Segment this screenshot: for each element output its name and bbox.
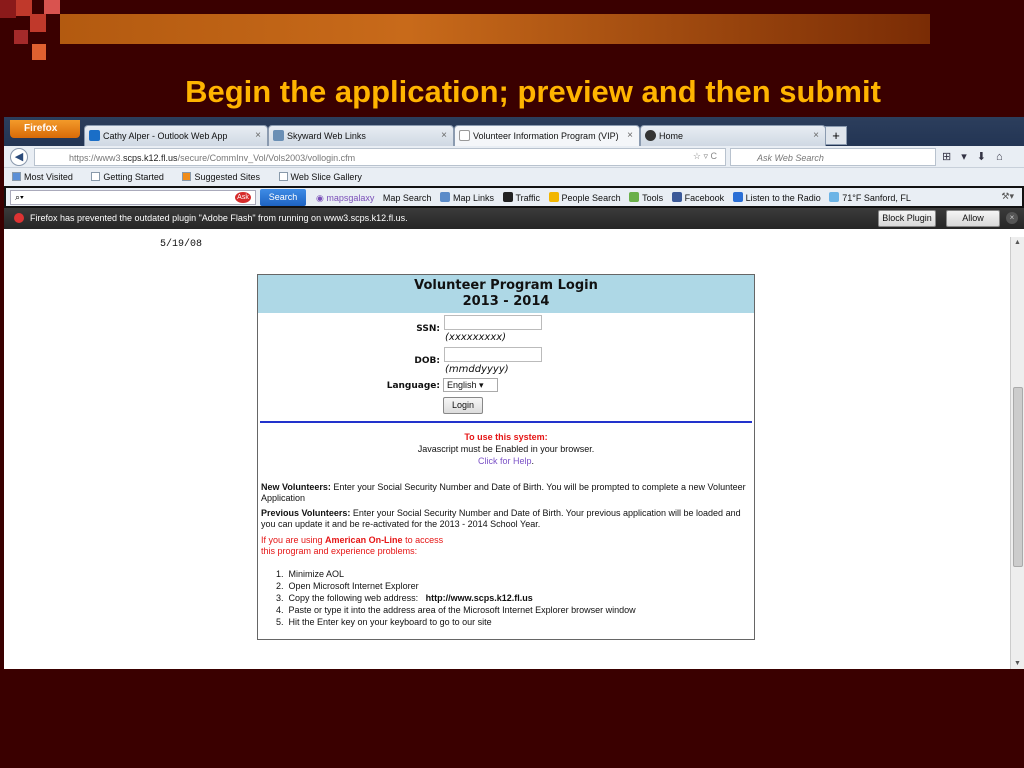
language-select[interactable] bbox=[443, 378, 498, 392]
nav-bar bbox=[4, 146, 1024, 168]
notice-title: To use this system: bbox=[464, 432, 548, 442]
aol-notice bbox=[261, 535, 749, 557]
link-label: Map Links bbox=[452, 193, 494, 203]
weather-icon bbox=[829, 192, 839, 202]
new-volunteers-body: Enter your Social Security Number and Date of Birth. You will be prompted to complete a new Volunteer Application bbox=[261, 482, 746, 503]
step-url: http://www.scps.k12.fl.us bbox=[425, 593, 533, 603]
scroll-up-icon[interactable]: ▲ bbox=[1014, 239, 1021, 246]
decor-bar bbox=[60, 14, 930, 44]
link-facebook[interactable] bbox=[672, 193, 725, 203]
mapsgalaxy-label: mapsgalaxy bbox=[326, 193, 375, 203]
close-icon[interactable]: × bbox=[255, 130, 261, 141]
link-label: 71°F Sanford, FL bbox=[842, 193, 911, 203]
dob-hint: (mmddyyyy) bbox=[445, 364, 509, 375]
suggested-sites-icon bbox=[182, 172, 191, 181]
help-link[interactable]: Click for Help bbox=[477, 456, 532, 466]
login-button[interactable]: Login bbox=[443, 397, 483, 414]
ask-toolbar bbox=[4, 186, 1024, 208]
page-date: 5/19/08 bbox=[160, 239, 203, 250]
ask-search-button[interactable]: Search bbox=[260, 189, 306, 206]
bookmark-most-visited[interactable] bbox=[12, 172, 81, 182]
link-tools[interactable] bbox=[629, 193, 663, 203]
list-item: 3. Copy the following web address: http://www.scps.k12.fl.us bbox=[276, 593, 533, 603]
bookmarks-bar bbox=[4, 168, 1024, 186]
bookmark-label: Most Visited bbox=[24, 172, 73, 182]
mapsgalaxy-logo[interactable]: ◉ mapsgalaxy bbox=[316, 193, 375, 203]
new-volunteers-label: New Volunteers: bbox=[261, 482, 331, 492]
aol-line2: this program and experience problems: bbox=[261, 546, 418, 556]
aol-bold: American On-Line bbox=[325, 535, 403, 545]
back-button[interactable]: ◀ bbox=[10, 148, 28, 166]
people-search-icon bbox=[549, 192, 559, 202]
scrollbar-thumb[interactable] bbox=[1013, 387, 1023, 567]
page-icon bbox=[91, 172, 100, 181]
link-radio[interactable] bbox=[733, 193, 821, 203]
ssn-label: SSN: bbox=[416, 324, 440, 334]
wrench-icon[interactable]: ⚒▾ bbox=[1001, 191, 1014, 201]
tab-label: Skyward Web Links bbox=[287, 131, 366, 141]
aol-post: to access bbox=[402, 535, 444, 545]
list-item: 5. Hit the Enter key on your keyboard to go to our site bbox=[276, 617, 492, 627]
gear-icon bbox=[629, 192, 639, 202]
login-panel bbox=[257, 274, 755, 640]
skyward-icon bbox=[273, 130, 284, 141]
plugin-message: Firefox has prevented the outdated plugin "Adobe Flash" from running on www3.scps.k12.fl.us. bbox=[30, 213, 408, 223]
browser-window bbox=[4, 117, 1024, 669]
ask-logo-icon: Ask bbox=[235, 192, 251, 203]
scroll-down-icon[interactable]: ▼ bbox=[1014, 660, 1021, 667]
ssn-input[interactable] bbox=[444, 315, 542, 330]
bookmark-label: Getting Started bbox=[103, 172, 164, 182]
tab-home[interactable] bbox=[640, 125, 826, 146]
step-text: Paste or type it into the address area of the Microsoft Internet Explorer browser window bbox=[288, 605, 636, 615]
link-label: Tools bbox=[642, 193, 664, 203]
chevron-down-icon: ▾ bbox=[479, 380, 484, 390]
new-tab-button[interactable]: + bbox=[825, 126, 847, 145]
previous-volunteers-label: Previous Volunteers: bbox=[261, 508, 351, 518]
search-input[interactable]: Ask Web Search bbox=[730, 148, 936, 166]
plugin-notification-bar bbox=[4, 208, 1024, 229]
step-text: Hit the Enter key on your keyboard to go to our site bbox=[288, 617, 492, 627]
previous-volunteers-body: Enter your Social Security Number and Date of Birth. Your previous application will be loaded and you can update it and be re-activated for the 2013 - 2014 School Year. bbox=[261, 508, 741, 529]
url-bar[interactable] bbox=[34, 148, 726, 166]
notice-help: Click for Help. bbox=[477, 456, 535, 466]
link-map-search[interactable]: Map Search bbox=[382, 193, 432, 203]
list-item: 1. Minimize AOL bbox=[276, 569, 345, 579]
facebook-icon bbox=[672, 192, 682, 202]
steps-list bbox=[276, 568, 636, 628]
list-item: 2. Open Microsoft Internet Explorer bbox=[276, 581, 419, 591]
tab-outlook[interactable] bbox=[84, 125, 268, 146]
bookmark-star-icon[interactable]: ☆ ▿ C bbox=[692, 151, 717, 161]
slide-title: Begin the application; preview and then submit bbox=[185, 74, 881, 109]
bookmark-web-slice-gallery[interactable] bbox=[279, 172, 370, 182]
link-label: Traffic bbox=[515, 193, 541, 203]
tab-label: Home bbox=[659, 131, 684, 141]
map-icon bbox=[440, 192, 450, 202]
language-label: Language: bbox=[386, 381, 440, 391]
dob-label: DOB: bbox=[414, 356, 440, 366]
decor-square bbox=[14, 30, 28, 44]
vertical-scrollbar[interactable] bbox=[1010, 237, 1024, 669]
link-label: Facebook bbox=[684, 193, 725, 203]
tab-vip[interactable] bbox=[454, 125, 640, 146]
url-prefix: https://www3. bbox=[69, 153, 124, 163]
page-icon bbox=[279, 172, 288, 181]
play-icon bbox=[733, 192, 743, 202]
page-icon bbox=[459, 130, 470, 141]
allow-plugin-button[interactable]: Allow bbox=[946, 210, 1000, 227]
previous-volunteers-text bbox=[261, 508, 749, 530]
block-plugin-button[interactable]: Block Plugin bbox=[878, 210, 936, 227]
ask-search-input[interactable]: ⌕▾ Ask bbox=[10, 190, 256, 205]
tab-skyward[interactable] bbox=[268, 125, 454, 146]
decor-square bbox=[32, 44, 46, 60]
step-text: Open Microsoft Internet Explorer bbox=[288, 581, 419, 591]
toolbar-icons[interactable]: ⊞▾⬇⌂ bbox=[942, 151, 1013, 163]
notice-text: Javascript must be Enabled in your browser. bbox=[417, 444, 595, 454]
url-domain: scps.k12.fl.us bbox=[123, 153, 178, 163]
decor-square bbox=[30, 14, 46, 32]
aol-pre: If you are using bbox=[261, 535, 326, 545]
ssn-hint: (xxxxxxxxx) bbox=[445, 332, 507, 343]
page-content bbox=[4, 237, 1010, 669]
home-page-icon bbox=[645, 130, 656, 141]
link-map-links[interactable] bbox=[440, 193, 494, 203]
link-weather[interactable] bbox=[829, 193, 911, 203]
link-label: Listen to the Radio bbox=[745, 193, 821, 203]
decor-square bbox=[0, 0, 16, 18]
tab-bar bbox=[4, 117, 1024, 146]
step-text: Copy the following web address: bbox=[288, 593, 419, 603]
firefox-menu-button[interactable]: Firefox bbox=[10, 120, 80, 138]
ask-links bbox=[316, 192, 917, 204]
bookmark-getting-started[interactable] bbox=[91, 172, 172, 182]
traffic-light-icon bbox=[503, 192, 513, 202]
close-icon[interactable]: × bbox=[1006, 212, 1018, 224]
bookmark-label: Web Slice Gallery bbox=[290, 172, 362, 182]
close-icon[interactable]: × bbox=[813, 130, 819, 141]
login-year: 2013 - 2014 bbox=[462, 294, 550, 309]
link-traffic[interactable] bbox=[503, 193, 541, 203]
close-icon[interactable]: × bbox=[441, 130, 447, 141]
link-label: People Search bbox=[561, 193, 621, 203]
bookmark-suggested-sites[interactable] bbox=[182, 172, 268, 182]
url-path: /secure/CommInv_Vol/Vols2003/vollogin.cfm bbox=[177, 153, 356, 163]
new-volunteers-text bbox=[261, 482, 749, 504]
login-header bbox=[258, 275, 754, 313]
dob-input[interactable] bbox=[444, 347, 542, 362]
tab-label: Volunteer Information Program (VIP) bbox=[473, 131, 619, 141]
bookmark-label: Suggested Sites bbox=[194, 172, 260, 182]
tab-label: Cathy Alper - Outlook Web App bbox=[103, 131, 228, 141]
bookmark-icon bbox=[12, 172, 21, 181]
plugin-warning-icon bbox=[14, 213, 24, 223]
close-icon[interactable]: × bbox=[627, 130, 633, 141]
language-value: English bbox=[447, 380, 477, 390]
list-item: 4. Paste or type it into the address area of the Microsoft Internet Explorer browser window bbox=[276, 605, 636, 615]
outlook-icon bbox=[89, 130, 100, 141]
decor-square bbox=[44, 0, 60, 14]
step-text: Minimize AOL bbox=[288, 569, 345, 579]
login-title: Volunteer Program Login bbox=[414, 278, 598, 293]
link-people-search[interactable] bbox=[549, 193, 621, 203]
divider bbox=[260, 421, 752, 423]
